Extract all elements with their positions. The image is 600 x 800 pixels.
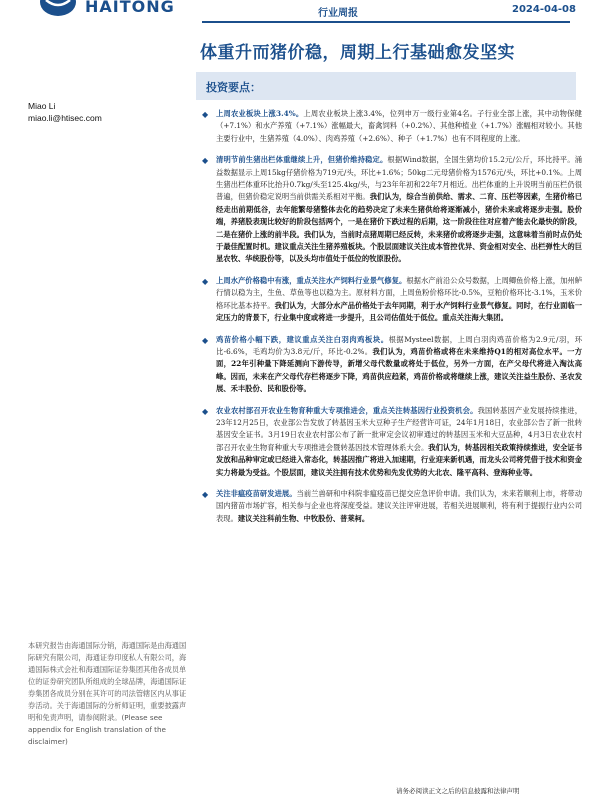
bullet-diamond-icon: ◆: [202, 335, 209, 345]
bullet-diamond-icon: ◆: [202, 276, 209, 286]
key-point-conclusion: 我们认为，综合当前供给、需求、二育、压栏等因素，生猪价格已经走出前期低谷，去年能繁母猪整体去化的趋势决定了未来生猪供给将逐渐减小，猪价未来或将逐步走强。股价端，养猪股表现比较好的阶段包括两个，一是在猪价下跌过程的后期，这一阶段往往对应着产能去化最快的阶段，二是在猪价上涨的前半段。我们认为，当前时点猪周期已经反转，未来猪价或将逐步走强，这意味着当前时点仍处于最佳配置时机。建议重点关注生猪养殖板块。个股层面建议关注成本管控优异、资金相对安全、出栏弹性大的巨星农牧、华统股份等，以及头均市值处于低位的牧原股份。: [216, 192, 583, 264]
key-point-body: 我国转基因产业发展持续推进，23年12月25日，农业部公告发放了转基因玉米大豆种子生产经营许可证，24年1月18日，农业部公告了新一批转基因安全证书。3月19日农业农村部公布了新一批审定会议初审通过的转基因玉米和大豆品种，4月3日农业农村部召开农业生物育种重大专项推进会暨转基因技术管理体系大会。: [216, 405, 583, 452]
key-point-lead: 农业农村部召开农业生物育种重大专项推进会，重点关注转基因行业投资机会。: [216, 405, 478, 415]
key-point-item: [200, 108, 582, 145]
key-point-body: 上周农业板块上涨3.4%，位列申万一级行业第4名。子行业全部上涨，其中动物保健（+7.1%）和水产养殖（+7.1%）涨幅最大，畜禽饲料（+0.2%）、其他种植业（+1.7%）涨幅相对较小。其他主要行业中，生猪养殖（4.0%）、肉鸡养殖（+2.6%）、种子（+1.7%）也有不同程度的上涨。: [216, 109, 582, 143]
key-point-body: 当前兰兽研和中科院非瘟疫苗已提交应急评价申请。我们认为，未来若顺利上市，将带动国内猪苗市场扩容，相关参与企业也将深度受益。建议关注评审进展，若相关进展顺利，将有利于提振行业内公司表现。: [216, 488, 583, 523]
haitong-logo-icon: [38, 0, 78, 18]
key-point-item: [200, 405, 582, 479]
key-points-label: 投资要点：: [206, 81, 261, 94]
disclaimer-text: 本研究报告由海通国际分销，海通国际是由海通国际研究有限公司，海通证券印度私人有限公司，海通国际株式会社和海通国际证券集团其他各成员单位的证券研究团队所组成的全球品牌，海通国际证券集团各成员分别在其许可的司法管辖区内从事证券活动。关于海通国际的分析师证明，重要披露声明和免责声明，请参阅附录。(Please see appendix for English translation of the disclaimer): [28, 641, 187, 746]
key-point-conclusion: 我们认为，鸡苗价格或将在未来维持Q1的相对高位水平。一方面，22年引种量下降延测向下游传导，新增父母代数量或将处于低位，另外一方面，在产父母代将进入淘汰高峰。因而，未来在产父母代存栏将逐步下降，鸡苗供应趋紧，鸡苗价格或将继续上涨，建议关注益生股份、圣农发展、禾丰股份、民和股份等。: [216, 346, 582, 394]
report-date: 2024-04-08: [512, 4, 576, 15]
report-type: 行业周报: [318, 8, 358, 19]
page-header: [0, 0, 600, 22]
key-points-list: [200, 108, 582, 534]
author-name: Miao Li: [28, 101, 56, 111]
key-points-banner: [196, 72, 576, 100]
footer-notice: 请务必阅读正文之后的信息披露和法律声明: [396, 787, 520, 795]
key-point-item: [200, 275, 582, 325]
key-point-lead: 上周农业板块上涨3.4%。: [216, 109, 304, 118]
bullet-diamond-icon: ◆: [202, 156, 209, 166]
key-point-body: 根据水产前沿公众号数据，上周鲫鱼价格上涨，加州鲈行情以稳为主，生鱼、草鱼等也以稳为主。原材料方面，上周鱼粉价格环比-0.5%，豆粕价格环比-3.1%，玉米价格环比基本持平。: [216, 275, 583, 310]
key-point-conclusion: 建议关注科前生物、中牧股份、普莱柯。: [237, 513, 370, 523]
bullet-diamond-icon: ◆: [202, 110, 209, 119]
key-point-item: [200, 154, 582, 266]
key-point-lead: 清明节前生猪出栏体重继续上升，但猪价维持稳定。: [216, 155, 388, 165]
brand-name: HAITONG: [85, 0, 175, 16]
header-divider: [202, 21, 570, 23]
key-point-lead: 关注非瘟疫苗研发进展。: [216, 488, 297, 498]
report-title: 体重升而猪价稳，周期上行基础愈发坚实: [200, 43, 515, 63]
key-point-conclusion: 我们认为，大部分水产品价格处于去年同期，利于水产饲料行业景气修复。同时，在行业面临一定压力的背景下，行业集中度或将进一步提升，且公司估值处于低位。重点关注海大集团。: [216, 300, 583, 323]
author-info: [28, 100, 102, 124]
key-point-item: [200, 334, 582, 396]
bullet-diamond-icon: ◆: [202, 406, 209, 416]
author-email[interactable]: miao.li@htisec.com: [28, 113, 102, 123]
key-point-lead: 鸡苗价格小幅下跌，建议重点关注白羽肉鸡板块。: [216, 334, 389, 344]
key-point-body: 根据Wind数据，全国生猪均价15.2元/公斤，环比持平。涌益数据显示上周15kg仔猪价格为719元/头，环比+1.6%；50kg二元母猪价格为1576元/头，环比+0.1%。上周生猪出栏体重环比抬升0.7kg/头至125.4kg/头，与23年年初和22年7月相近。出栏体重的上升说明当前压栏仍很普遍，但猪价稳定说明当前供需关系相对平衡。: [216, 155, 582, 202]
key-point-item: [200, 488, 582, 525]
key-point-body: 根据Mysteel数据，上周白羽肉鸡苗价格为2.9元/羽，环比-6.6%，毛鸡均价为3.8元/斤，环比-0.2%。: [216, 334, 582, 356]
key-point-lead: 上周水产价格稳中有涨，重点关注水产饲料行业景气修复。: [216, 275, 407, 285]
key-point-conclusion: 我们认为，转基因相关政策持续推进，安全证书发放和品种审定或已经进入常态化，转基因推广将进入加速期，行业迎来新机遇，而龙头公司将凭借于技术和资金实力将最为受益。个股层面，建议关注拥有技术优势和先发优势的大北农、隆平高科、登海种业等。: [216, 442, 583, 477]
bullet-diamond-icon: ◆: [202, 489, 209, 499]
